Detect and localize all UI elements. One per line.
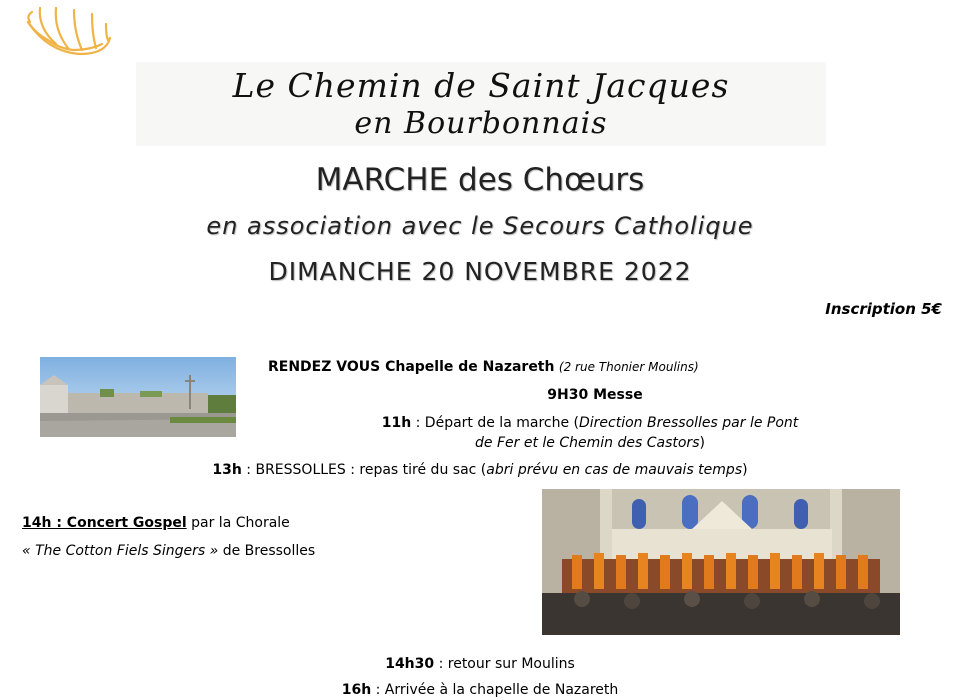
program-repas [0, 460, 960, 480]
program-concert [22, 513, 290, 533]
chorale-name: « The Cotton Fiels Singers » [22, 543, 219, 559]
program-retour [0, 654, 960, 674]
choir-photo [542, 489, 900, 635]
title-line-2: en Bourbonnais [354, 106, 608, 141]
depart-detail-1: Direction Bressolles par le Pont [579, 415, 799, 431]
repas-text: : BRESSOLLES : repas tiré du sac ( [241, 462, 487, 478]
program-rendez-vous [268, 357, 948, 377]
retour-text: : retour sur Moulins [434, 656, 575, 672]
arrivee-text: : Arrivée à la chapelle de Nazareth [371, 682, 619, 698]
event-subtitle: en association avec le Secours Catholique [206, 212, 754, 240]
depart-detail-2: de Fer et le Chemin des Castors [475, 435, 700, 451]
program-arrivee [0, 680, 960, 700]
messe-text: 9H30 Messe [547, 387, 643, 403]
repas-detail: abri prévu en cas de mauvais temps [486, 462, 743, 478]
concert-time: 14h : Concert Gospel [22, 515, 187, 531]
scallop-shell-icon [18, 0, 118, 58]
arrivee-time: 16h [341, 682, 372, 698]
repas-time: 13h [212, 462, 242, 478]
program-messe [0, 385, 960, 405]
depart-close: ) [699, 435, 705, 451]
rdv-address: (2 rue Thonier Moulins) [558, 360, 699, 374]
program-depart [240, 413, 940, 453]
concert-text: par la Chorale [186, 515, 290, 531]
retour-time: 14h30 [385, 656, 435, 672]
title-banner [136, 62, 826, 146]
rdv-label: RENDEZ VOUS Chapelle de Nazareth [268, 359, 555, 375]
depart-time: 11h [381, 415, 412, 431]
program-chorale [22, 541, 315, 561]
chorale-place: de Bressolles [218, 543, 316, 559]
title-line-1: Le Chemin de Saint Jacques [232, 66, 730, 105]
depart-text: : Départ de la marche ( [411, 415, 579, 431]
repas-close: ) [742, 462, 748, 478]
event-headline: MARCHE des Chœurs [315, 162, 645, 198]
event-date: DIMANCHE 20 NOVEMBRE 2022 [268, 257, 692, 286]
inscription-fee: Inscription 5€ [825, 300, 942, 318]
